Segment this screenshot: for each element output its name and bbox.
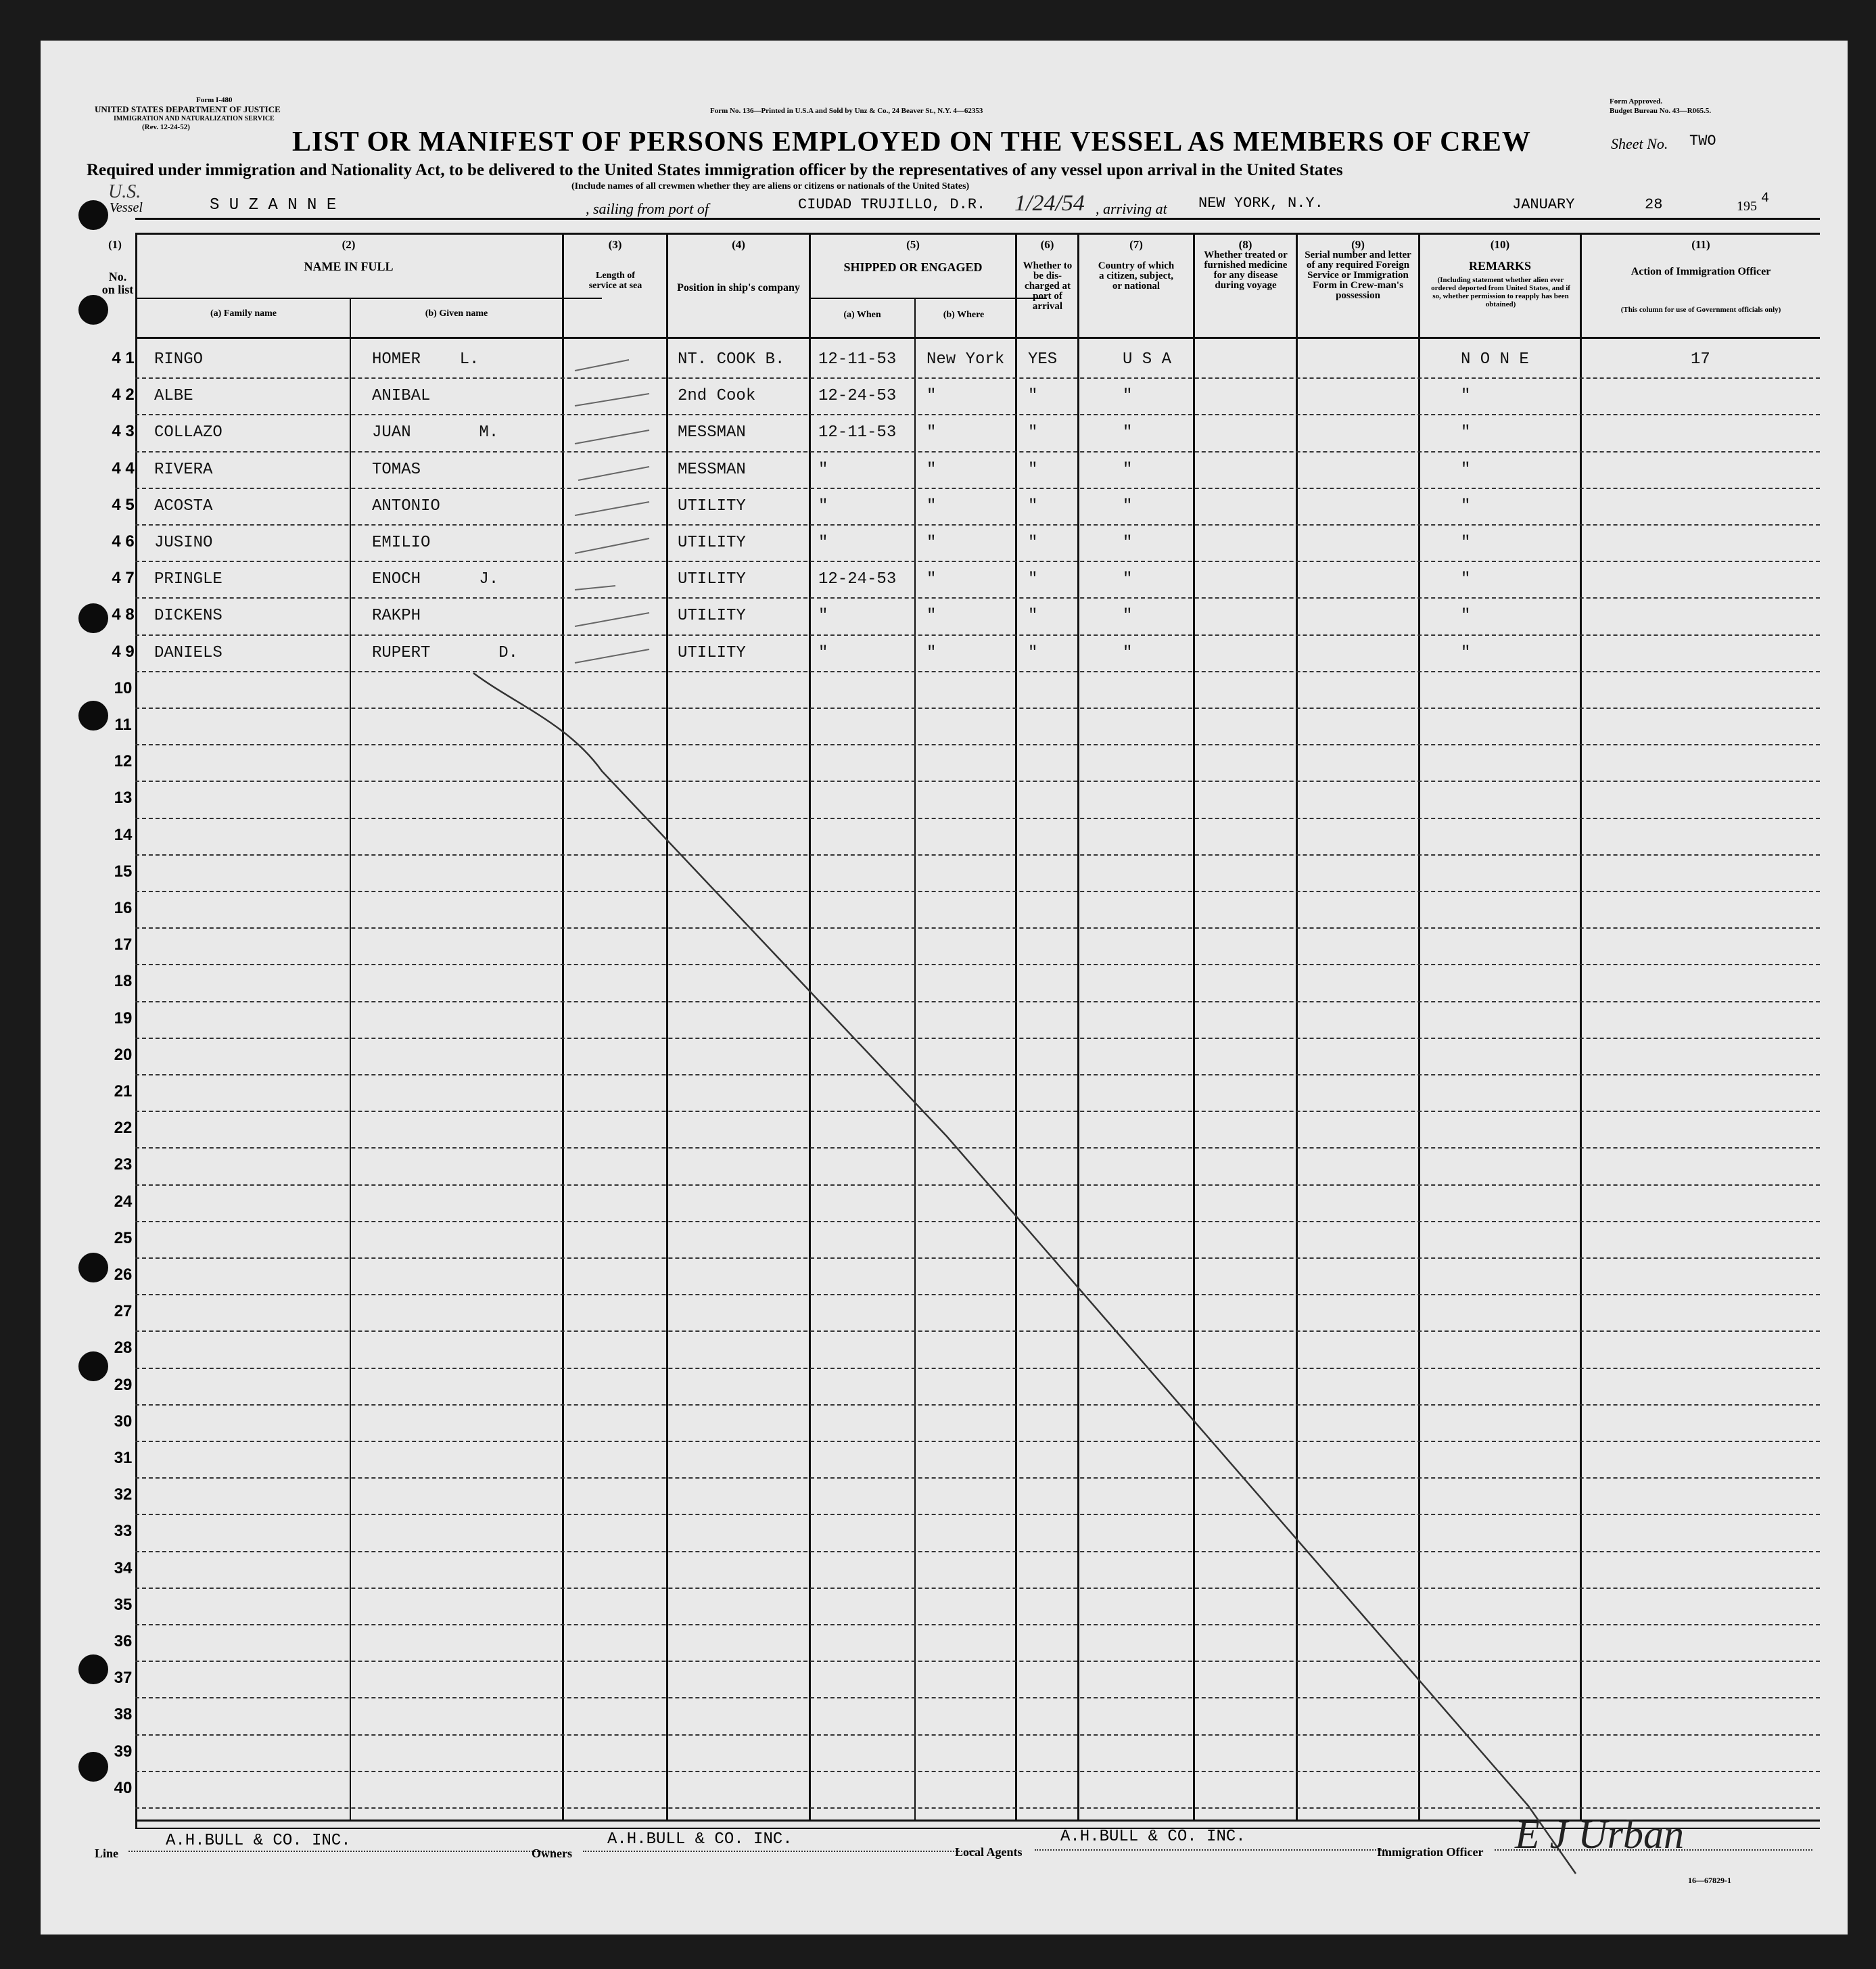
row-number: 27: [114, 1302, 133, 1321]
row-number: 28: [114, 1339, 133, 1358]
cell-family: ACOSTA: [154, 496, 213, 515]
row-number: 4 7: [112, 569, 135, 588]
cell-given: ANIBAL: [372, 387, 431, 406]
col8-number: (8): [1238, 238, 1252, 251]
handwritten-us-annotation: U.S.: [108, 181, 141, 202]
row-number: 22: [114, 1119, 133, 1138]
row-number: 37: [114, 1669, 133, 1688]
cell-family: DANIELS: [154, 643, 222, 662]
line-label: Line: [95, 1847, 119, 1860]
arriving-port: NEW YORK, N.Y.: [1198, 195, 1323, 212]
cell-given: HOMER L.: [372, 350, 479, 369]
officer-underline: [1495, 1849, 1812, 1851]
cell-discharged: ": [1028, 423, 1038, 442]
cell-family: PRINGLE: [154, 570, 222, 589]
cell-remarks: ": [1461, 534, 1471, 552]
cell-where: ": [927, 607, 937, 626]
cell-given: JUAN M.: [372, 423, 499, 442]
col1-number: (1): [108, 238, 122, 251]
cell-country: ": [1123, 643, 1133, 662]
cell-discharged: ": [1028, 643, 1038, 662]
manifest-page: [41, 41, 1848, 1935]
col5-number: (5): [906, 238, 920, 251]
arrival-year-digit: 4: [1761, 191, 1770, 206]
row-number: 23: [114, 1155, 133, 1174]
row-number: 40: [114, 1778, 133, 1797]
officer-label: Immigration Officer: [1377, 1845, 1484, 1859]
cell-remarks: ": [1461, 460, 1471, 479]
cell-country: ": [1123, 607, 1133, 626]
agents-underline: [1035, 1849, 1386, 1851]
col2-header: NAME IN FULL: [304, 260, 394, 273]
row-number: 31: [114, 1449, 133, 1467]
row-number: 39: [114, 1742, 133, 1761]
printer-note: Form No. 136—Printed in U.S.A and Sold by Unz & Co., 24 Beaver St., N.Y. 4—62353: [710, 107, 983, 115]
col9-header: Serial number and letter of any required Foreign Service or Immigration Form in Crew-man's possession: [1305, 250, 1411, 301]
row-number: 17: [114, 935, 133, 954]
owners-value: A.H.BULL & CO. INC.: [607, 1830, 793, 1849]
form-number: Form I-480: [196, 96, 233, 104]
punch-hole: [78, 1351, 108, 1381]
cell-when: 12-11-53: [818, 423, 897, 442]
row-number: 10: [114, 678, 133, 697]
row-number: 4 1: [112, 349, 135, 367]
col3-header: Length of service at sea: [588, 271, 642, 291]
col6-number: (6): [1040, 238, 1054, 251]
cell-given: RAKPH: [372, 607, 421, 626]
cell-position: UTILITY: [678, 607, 746, 626]
cell-family: RINGO: [154, 350, 204, 369]
row-number: 4 2: [112, 386, 135, 404]
col10-number: (10): [1490, 238, 1510, 251]
page-title: LIST OR MANIFEST OF PERSONS EMPLOYED ON THE VESSEL AS MEMBERS OF CREW: [292, 126, 1531, 158]
cell-position: UTILITY: [678, 496, 746, 515]
cell-country: ": [1123, 423, 1133, 442]
cell-where: ": [927, 534, 937, 552]
cell-given: TOMAS: [372, 460, 421, 479]
cell-country: ": [1123, 496, 1133, 515]
cell-discharged: YES: [1028, 350, 1058, 369]
cell-when: ": [818, 643, 828, 662]
punch-hole: [78, 1253, 108, 1282]
cell-when: ": [818, 496, 828, 515]
row-number: 21: [114, 1082, 133, 1101]
col11-number: (11): [1691, 238, 1710, 251]
row-number: 14: [114, 825, 133, 844]
cell-position: UTILITY: [678, 643, 746, 662]
cell-discharged: ": [1028, 387, 1038, 406]
cell-when: ": [818, 607, 828, 626]
sheet-label: Sheet No.: [1611, 135, 1668, 152]
cell-remarks: ": [1461, 570, 1471, 589]
cell-position: UTILITY: [678, 534, 746, 552]
row-number: 4 8: [112, 605, 135, 624]
row-number: 34: [114, 1558, 133, 1577]
cell-when: ": [818, 534, 828, 552]
punch-hole: [78, 295, 108, 325]
row-number: 32: [114, 1485, 133, 1504]
col2-number: (2): [342, 238, 356, 251]
handwritten-port-date: 1/24/54: [1014, 191, 1085, 216]
col1-header: No. on list: [101, 270, 134, 296]
row-number: 4 4: [112, 459, 135, 478]
cell-where: ": [927, 496, 937, 515]
row-number: 4 5: [112, 495, 135, 514]
col2a-header: (a) Family name: [210, 308, 277, 319]
subtitle: Required under immigration and Nationality Act, to be delivered to the United States immigration officer by the representatives of any vessel upon arrival in the United States: [87, 161, 1343, 179]
service: IMMIGRATION AND NATURALIZATION SERVICE: [114, 115, 275, 122]
col5a-header: (a) When: [843, 310, 881, 320]
revision: (Rev. 12-24-52): [142, 123, 190, 131]
cell-action: 17: [1691, 350, 1710, 369]
punch-hole: [78, 701, 108, 731]
pen-marks: [41, 41, 1848, 1935]
col10-note: (Including statement whether alien ever ordered deported from United States, and if so, whether permission to reapply has been obtained): [1431, 276, 1570, 308]
row-number: 38: [114, 1705, 133, 1724]
service-check-marks: [575, 360, 649, 663]
cell-family: COLLAZO: [154, 423, 222, 442]
agents-value: A.H.BULL & CO. INC.: [1060, 1828, 1246, 1846]
arrival-year-prefix: 195: [1737, 199, 1757, 214]
sheet-number: TWO: [1689, 133, 1716, 149]
cell-given: EMILIO: [372, 534, 431, 552]
cell-discharged: ": [1028, 607, 1038, 626]
arrival-day: 28: [1645, 196, 1663, 213]
cell-where: ": [927, 387, 937, 406]
arriving-label: , arriving at: [1096, 200, 1167, 217]
cell-remarks: ": [1461, 607, 1471, 626]
cell-family: ALBE: [154, 387, 193, 406]
cell-given: ANTONIO: [372, 496, 440, 515]
col7-header: Country of which a citizen, subject, or national: [1098, 260, 1175, 292]
vessel-name: S U Z A N N E: [210, 196, 337, 214]
cell-where: ": [927, 423, 937, 442]
cell-remarks: ": [1461, 423, 1471, 442]
row-number: 13: [114, 789, 133, 808]
agents-label: Local Agents: [955, 1845, 1023, 1859]
cell-discharged: ": [1028, 496, 1038, 515]
sailing-port: CIUDAD TRUJILLO, D.R.: [798, 196, 986, 213]
department: UNITED STATES DEPARTMENT OF JUSTICE: [95, 104, 281, 114]
cell-given: ENOCH J.: [372, 570, 499, 589]
cell-position: MESSMAN: [678, 423, 746, 442]
cell-remarks: ": [1461, 496, 1471, 515]
col11-note: (This column for use of Government officials only): [1620, 306, 1781, 314]
cell-when: 12-24-53: [818, 570, 897, 589]
form-approved: Form Approved.: [1610, 97, 1663, 106]
cell-family: RIVERA: [154, 460, 213, 479]
row-number: 33: [114, 1522, 133, 1541]
form-code: 16—67829-1: [1688, 1876, 1731, 1885]
cell-where: ": [927, 570, 937, 589]
punch-hole: [78, 603, 108, 633]
col2b-header: (b) Given name: [425, 308, 488, 319]
arrival-month: JANUARY: [1512, 196, 1575, 213]
punch-hole: [78, 1654, 108, 1684]
row-number: 4 3: [112, 422, 135, 441]
cell-position: MESSMAN: [678, 460, 746, 479]
cell-discharged: ": [1028, 460, 1038, 479]
row-number: 19: [114, 1009, 133, 1027]
row-number: 30: [114, 1412, 133, 1431]
cell-when: ": [818, 460, 828, 479]
col4-header: Position in ship's company: [677, 282, 800, 294]
cell-remarks: ": [1461, 643, 1471, 662]
cell-where: New York: [927, 350, 1005, 369]
line-underline: [128, 1851, 555, 1852]
cell-remarks: ": [1461, 387, 1471, 406]
cell-country: U S A: [1123, 350, 1172, 369]
cell-country: ": [1123, 570, 1133, 589]
cell-discharged: ": [1028, 534, 1038, 552]
punch-hole: [78, 200, 108, 230]
cell-remarks: N O N E: [1461, 350, 1529, 369]
cell-position: UTILITY: [678, 570, 746, 589]
cell-country: ": [1123, 460, 1133, 479]
row-number: 18: [114, 972, 133, 991]
cell-position: 2nd Cook: [678, 387, 756, 406]
col7-number: (7): [1129, 238, 1143, 251]
col10-header: REMARKS: [1468, 259, 1531, 273]
cell-where: ": [927, 460, 937, 479]
row-number: 29: [114, 1375, 133, 1394]
col6-header: Whether to be dis-charged at port of arrival: [1023, 260, 1073, 312]
cell-given: RUPERT D.: [372, 643, 519, 662]
cell-family: JUSINO: [154, 534, 213, 552]
cell-where: ": [927, 643, 937, 662]
cell-country: ": [1123, 387, 1133, 406]
row-number: 26: [114, 1266, 133, 1284]
row-number: 24: [114, 1192, 133, 1211]
col9-number: (9): [1351, 238, 1365, 251]
row-number: 35: [114, 1595, 133, 1614]
row-number: 16: [114, 899, 133, 917]
row-number: 36: [114, 1632, 133, 1650]
col3-number: (3): [608, 238, 622, 251]
crew-note: (Include names of all crewmen whether they are aliens or citizens or nationals of the United States): [571, 181, 970, 191]
owners-label: Owners: [532, 1847, 572, 1860]
row-number: 12: [114, 752, 133, 771]
row-number: 11: [114, 716, 132, 734]
owners-underline: [583, 1851, 975, 1852]
col5-header: SHIPPED OR ENGAGED: [843, 260, 983, 274]
cell-when: 12-11-53: [818, 350, 897, 369]
sailing-label: , sailing from port of: [586, 200, 709, 217]
line-value: A.H.BULL & CO. INC.: [166, 1832, 351, 1850]
cell-discharged: ": [1028, 570, 1038, 589]
row-number: 4 9: [112, 642, 135, 661]
officer-signature: E J Urban: [1515, 1812, 1684, 1857]
cancel-diagonal-line: [473, 673, 1576, 1874]
cell-when: 12-24-53: [818, 387, 897, 406]
budget-bureau: Budget Bureau No. 43—R065.5.: [1610, 107, 1712, 115]
col5b-header: (b) Where: [943, 310, 985, 320]
col4-number: (4): [732, 238, 745, 251]
vessel-label: Vessel: [110, 200, 143, 215]
col11-header: Action of Immigration Officer: [1631, 266, 1771, 277]
cell-family: DICKENS: [154, 607, 222, 626]
cell-position: NT. COOK B.: [678, 350, 785, 369]
punch-hole: [78, 1752, 108, 1782]
row-number: 15: [114, 862, 133, 881]
row-number: 20: [114, 1045, 133, 1064]
col8-header: Whether treated or furnished medicine for any disease during voyage: [1204, 250, 1288, 291]
cell-country: ": [1123, 534, 1133, 552]
row-number: 4 6: [112, 532, 135, 551]
row-number: 25: [114, 1228, 133, 1247]
